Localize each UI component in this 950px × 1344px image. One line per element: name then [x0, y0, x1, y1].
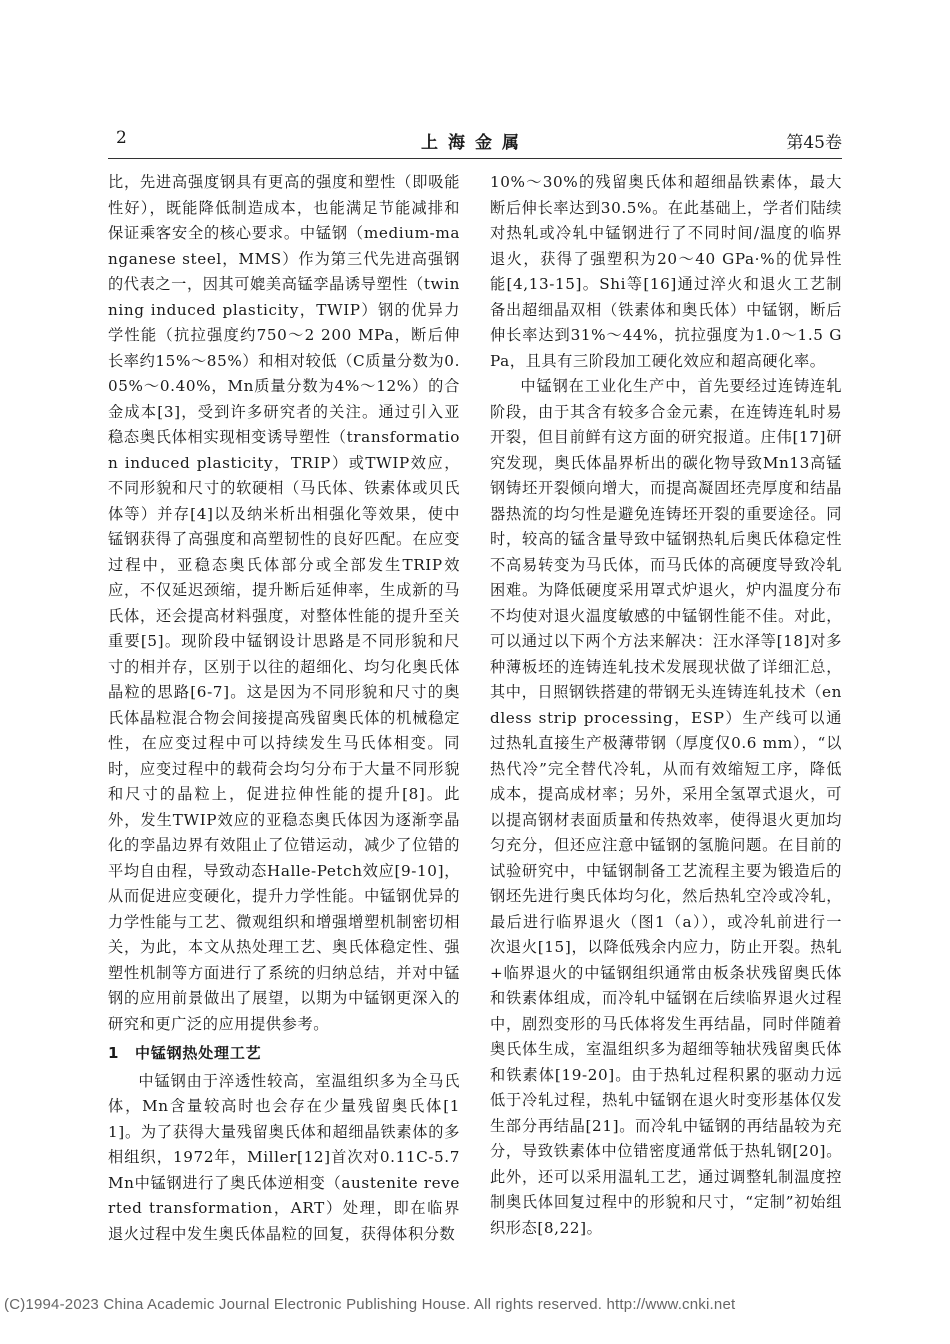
- copyright-footer: (C)1994-2023 China Academic Journal Electronic Publishing House. All rights reserved. http://www.cnki.net: [4, 1296, 736, 1313]
- page-number: 2: [116, 128, 127, 148]
- volume-label: 第45卷: [786, 133, 842, 153]
- section-heading: 1 中锰钢热处理工艺: [108, 1044, 262, 1062]
- paragraph: 中锰钢由于淬透性较高，室温组织多为全马氏体，Mn含量较高时也会存在少量残留奥氏体[11]。为了获得大量残留奥氏体和超细晶铁素体的多相组织，1972年，Miller[12]首次对0.11C-5.7Mn中锰钢进行了奥氏体逆相变（austenite reverted transformation，ART）处理，即在临界退火过程中发生奥氏体晶粒的回复，获得体积分数: [108, 1071, 460, 1243]
- paragraph: 比，先进高强度钢具有更高的强度和塑性（即吸能性好），既能降低制造成本，也能满足节能减排和保证乘客安全的核心要求。中锰钢（medium-manganese steel，MMS）作为第三代先进高强钢的代表之一，因其可媲美高锰孪晶诱导塑性（twinning induced plasticity，TWIP）钢的优异力学性能（抗拉强度约750～2 200 MPa，断后伸长率约15%～85%）和相对较低（C质量分数为0.05%～0.40%，Mn质量分数为4%～12%）的合金成本[3]，受到许多研究者的关注。通过引入亚稳态奥氏体相实现相变诱导塑性（transformation induced plasticity，TRIP）或TWIP效应，不同形貌和尺寸的软硬相（马氏体、铁素体或贝氏体等）并存[4]以及纳米析出相强化等效果，使中锰钢获得了高强度和高塑韧性的良好匹配。在应变过程中，亚稳态奥氏体部分或全部发生TRIP效应，不仅延迟颈缩，提升断后延伸率，生成新的马氏体，还会提高材料强度，对整体性能的提升至关重要[5]。现阶段中锰钢设计思路是不同形貌和尺寸的相并存，区别于以往的超细化、均匀化奥氏体晶粒的思路[6-7]。这是因为不同形貌和尺寸的奥氏体晶粒混合物会间接提高残留奥氏体的机械稳定性，在应变过程中可以持续发生马氏体相变。同时，应变过程中的载荷会均匀分布于大量不同形貌和尺寸的晶粒上，促进拉伸性能的提升[8]。此外，发生TWIP效应的亚稳态奥氏体因为逐渐孪晶化的孪晶边界有效阻止了位错运动，减少了位错的平均自由程，导致动态Halle-Petch效应[9-10]，从而促进应变硬化，提升力学性能。中锰钢优异的力学性能与工艺、微观组织和增强增塑机制密切相关，为此，本文从热处理工艺、奥氏体稳定性、强塑性机制等方面进行了系统的归纳总结，并对中锰钢的应用前景做出了展望，以期为中锰钢更深入的研究和更广泛的应用提供参考。: [108, 173, 460, 1033]
- paragraph: 10%～30%的残留奥氏体和超细晶铁素体，最大断后伸长率达到30.5%。在此基础上，学者们陆续对热轧或冷轧中锰钢进行了不同时间/温度的临界退火，获得了强塑积为20～40 GPa·%的优异性能[4,13-15]。Shi等[16]通过淬火和退火工艺制备出超细晶双相（铁素体和奥氏体）中锰钢，断后伸长率达到31%～44%，抗拉强度为1.0～1.5 GPa，且具有三阶段加工硬化效应和超高硬化率。: [490, 173, 842, 370]
- left-column: [108, 170, 460, 1247]
- header-rule: [108, 158, 842, 159]
- right-column: [490, 170, 842, 1241]
- journal-title: 上海金属: [421, 133, 529, 153]
- paragraph: 中锰钢在工业化生产中，首先要经过连铸连轧阶段，由于其含有较多合金元素，在连铸连轧时易开裂，但目前鲜有这方面的研究报道。庄伟[17]研究发现，奥氏体晶界析出的碳化物导致Mn13高锰钢铸坯开裂倾向增大，而提高凝固坯壳厚度和结晶器热流的均匀性是避免连铸坯开裂的重要途径。同时，较高的锰含量导致中锰钢热轧后奥氏体稳定性不高易转变为马氏体，而马氏体的高硬度导致冷轧困难。为降低硬度采用罩式炉退火，炉内温度分布不均使对退火温度敏感的中锰钢性能不佳。对此，可以通过以下两个方法来解决：汪水泽等[18]对多种薄板坯的连铸连轧技术发展现状做了详细汇总，其中，日照钢铁搭建的带钢无头连铸连轧技术（endless strip processing，ESP）生产线可以通过热轧直接生产极薄带钢（厚度仅0.6 mm），“以热代冷”完全替代冷轧，从而有效缩短工序，降低成本，提高成材率；另外，采用全氢罩式退火，可以提高钢材表面质量和传热效率，使得退火更加均匀充分，但还应注意中锰钢的氢脆问题。在目前的试验研究中，中锰钢制备工艺流程主要为锻造后的钢坯先进行奥氏体均匀化，然后热轧空冷或冷轧，最后进行临界退火（图1（a）），或冷轧前进行一次退火[15]，以降低残余内应力，防止开裂。热轧+临界退火的中锰钢组织通常由板条状残留奥氏体和铁素体组成，而冷轧中锰钢在后续临界退火过程中，剧烈变形的马氏体将发生再结晶，同时伴随着奥氏体生成，室温组织多为超细等轴状残留奥氏体和铁素体[19-20]。由于热轧过程积累的驱动力远低于冷轧过程，热轧中锰钢在退火时变形基体仅发生部分再结晶[21]。而冷轧中锰钢的再结晶较为充分，导致铁素体中位错密度通常低于热轧钢[20]。此外，还可以采用温轧工艺，通过调整轧制温度控制奥氏体回复过程中的形貌和尺寸，“定制”初始组织形态[8,22]。: [490, 377, 842, 1237]
- page-header: [108, 128, 842, 156]
